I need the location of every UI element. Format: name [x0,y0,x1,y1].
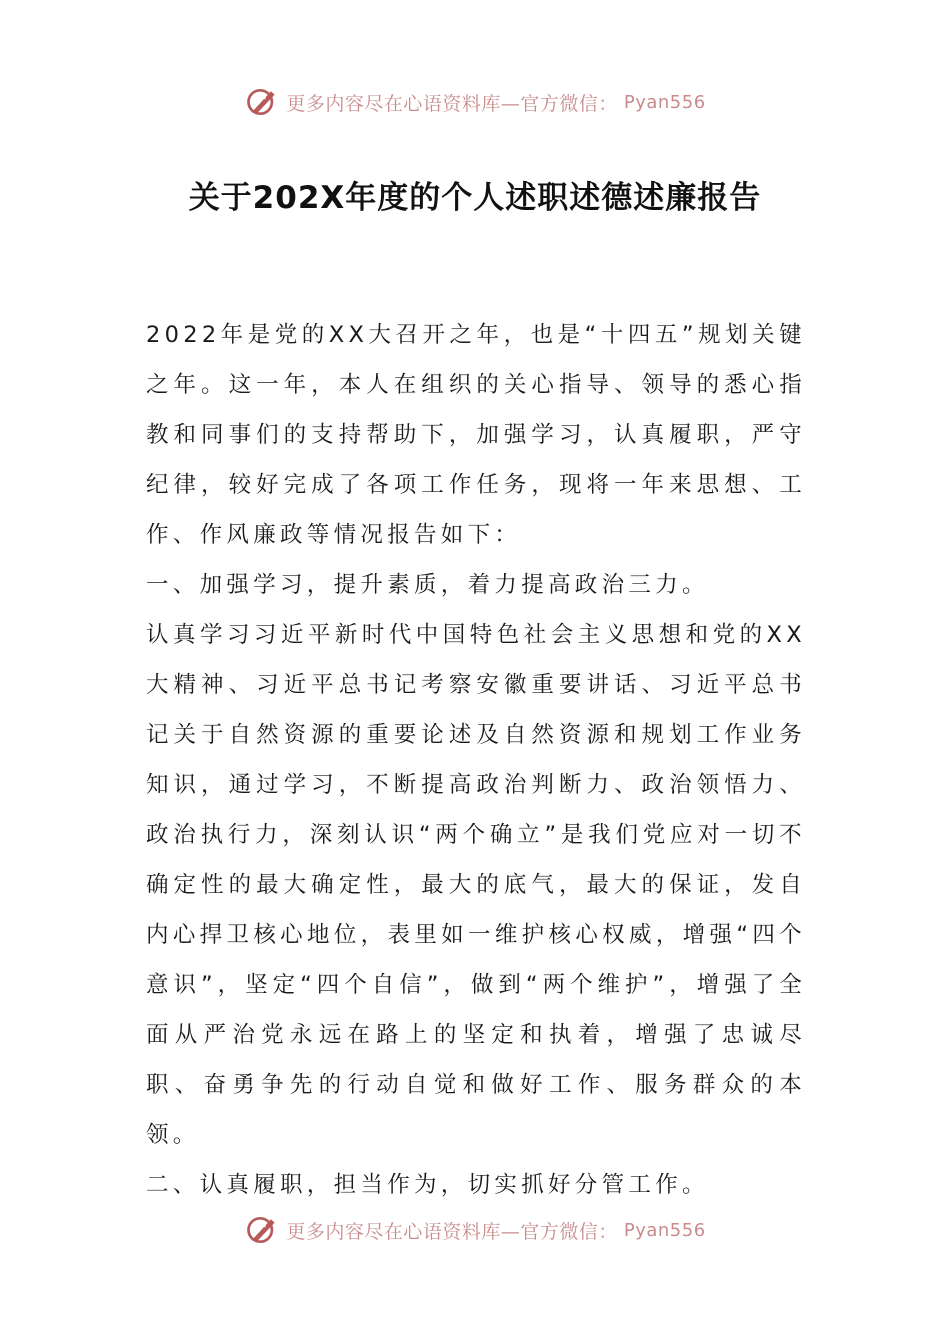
document-body [146,310,806,1210]
paragraph-study: 认真学习习近平新时代中国特色社会主义思想和党的XX大精神、习近平总书记考察安徽重要讲话、习近平总书记关于自然资源的重要论述及自然资源和规划工作业务知识，通过学习，不断提高政治判断力、政治领悟力、政治执行力，深刻认识“两个确立”是我们党应对一切不确定性的最大确定性，最大的底气，最大的保证，发自内心捍卫核心地位，表里如一维护核心权威，增强“四个意识”，坚定“四个自信”，做到“两个维护”，增强了全面从严治党永远在路上的坚定和执着，增强了忠诚尽职、奋勇争先的行动自觉和做好工作、服务群众的本领。 [146,622,806,1148]
pen-logo-icon [244,1212,280,1248]
section-heading-2: 二、认真履职，担当作为，切实抓好分管工作。 [146,1172,709,1198]
paragraph-intro: 2022年是党的XX大召开之年，也是“十四五”规划关键之年。这一年，本人在组织的关心指导、领导的悉心指教和同事们的支持帮助下，加强学习，认真履职，严守纪律，较好完成了各项工作任务，现将一年来思想、工作、作风廉政等情况报告如下： [146,322,806,548]
pen-logo-icon [244,84,280,120]
watermark-text: 更多内容尽在心语资料库—官方微信： [286,92,618,115]
watermark-text: 更多内容尽在心语资料库—官方微信： [286,1220,618,1243]
header-watermark [0,84,950,120]
watermark-wechat-id: Pyan556 [623,1219,706,1241]
footer-watermark [0,1212,950,1248]
section-heading-1: 一、加强学习，提升素质，着力提高政治三力。 [146,572,709,598]
document-title: 关于202X年度的个人述职述德述廉报告 [188,180,762,216]
watermark-wechat-id: Pyan556 [623,91,706,113]
